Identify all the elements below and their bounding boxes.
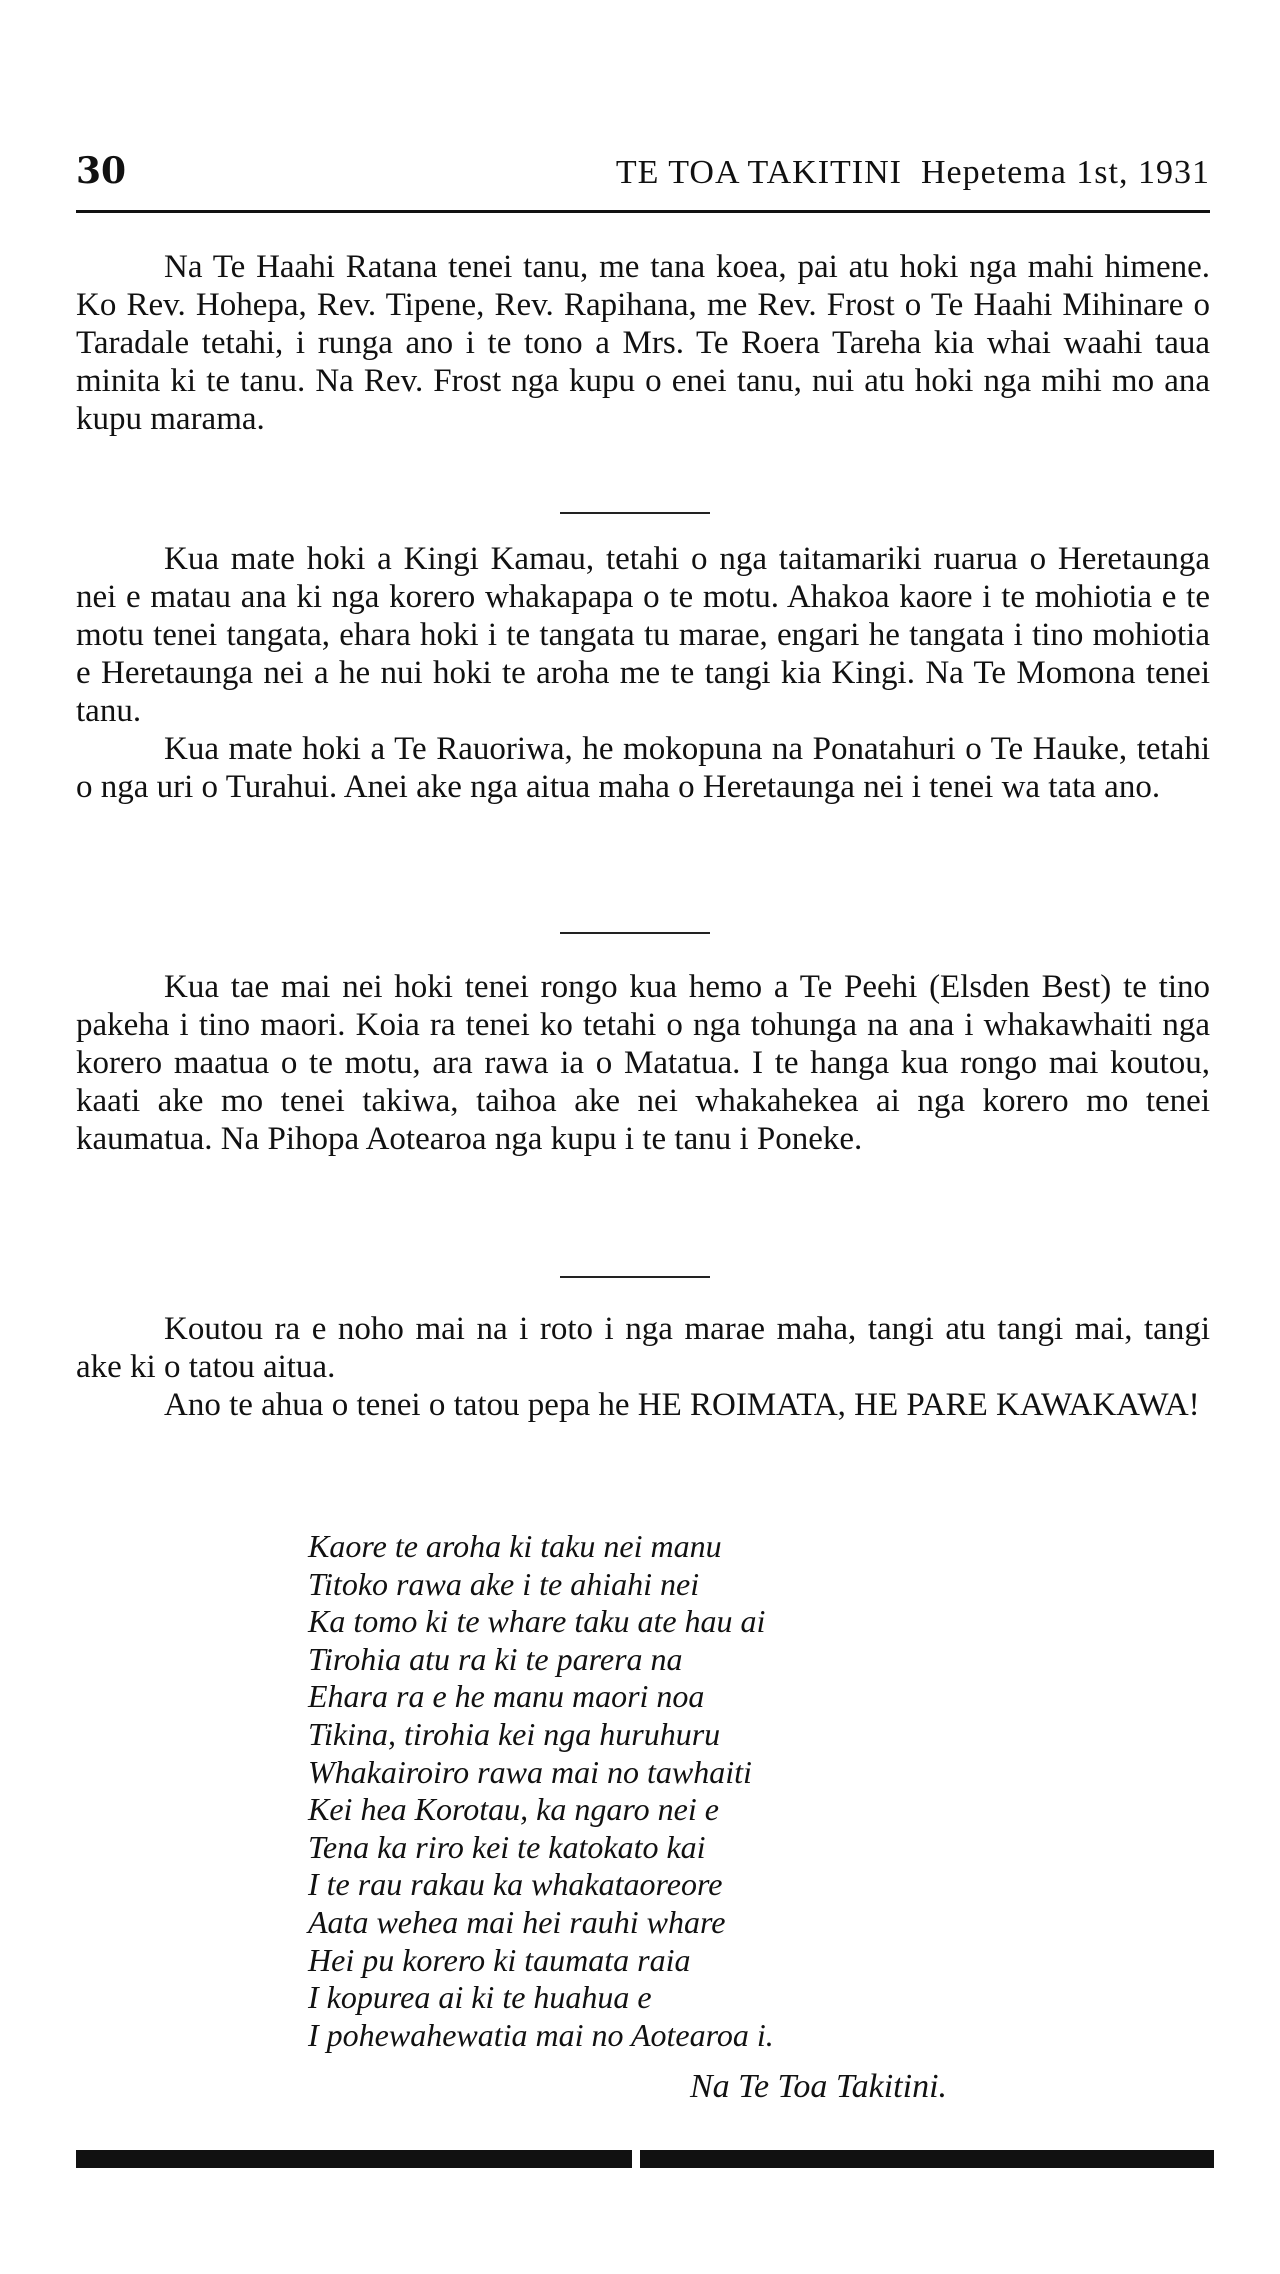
footer-rule: [76, 2150, 632, 2168]
section-ratana-funeral: [76, 248, 1210, 438]
section-lament-intro: [76, 1310, 1210, 1424]
paragraph: Koutou ra e noho mai na i roto i nga marae maha, tangi atu tangi mai, tangi ake ki o tatou aitua.: [76, 1311, 1210, 1385]
section-divider: [560, 1276, 710, 1278]
poem-line: I pohewahewatia mai no Aotearoa i.: [308, 2016, 774, 2053]
paragraph: Kua tae mai nei hoki tenei rongo kua hemo a Te Peehi (Elsden Best) te tino pakeha i tino maori. Koia ra tenei ko tetahi o nga tohunga na ana i whakawhaiti nga korero maatua o te motu, ara rawa ia o Matatua. I te hanga kua rongo mai koutou, kaati ake mo tenei takiwa, taihoa ake nei whakahekea ai nga korero mo tenei kaumatua. Na Pihopa Aotearoa nga kupu i te tanu i Poneke.: [76, 969, 1210, 1157]
paragraph: Na Te Haahi Ratana tenei tanu, me tana koea, pai atu hoki nga mahi himene. Ko Rev. Hohepa, Rev. Tipene, Rev. Rapihana, me Rev. Frost o Te Haahi Mihinare o Taradale tetahi, i runga ano i te tono a Mrs. Te Roera Tareha kia whai waahi taua minita ki te tanu. Na Rev. Frost nga kupu o enei tanu, nui atu hoki nga mihi mo ana kupu marama.: [76, 249, 1210, 437]
page-header: [76, 150, 1210, 213]
poem-line: Tena ka riro kei te katokato kai: [308, 1828, 706, 1865]
poem-line: Kaore te aroha ki taku nei manu: [308, 1528, 722, 1564]
poem-line: Kei hea Korotau, ka ngaro nei e: [308, 1791, 719, 1828]
section-divider: [560, 932, 710, 934]
poem-signature: Na Te Toa Takitini.: [690, 2068, 948, 2105]
section-elsdon-best: [76, 968, 1210, 1158]
poem-line: Titoko rawa ake i te ahiahi nei: [308, 1565, 700, 1602]
poem-line: Tirohia atu ra ki te parera na: [308, 1640, 683, 1677]
paragraph: Kua mate hoki a Te Rauoriwa, he mokopuna na Ponatahuri o Te Hauke, tetahi o nga uri o Turahui. Anei ake nga aitua maha o Heretaunga nei i tenei wa tata ano.: [76, 731, 1210, 805]
page-number: 30: [76, 150, 127, 192]
poem-line: Hei pu korero ki taumata raia: [308, 1941, 691, 1978]
poem-line: Ka tomo ki te whare taku ate hau ai: [308, 1603, 766, 1640]
poem-line: Ehara ra e he manu maori noa: [308, 1678, 705, 1715]
section-divider: [560, 512, 710, 514]
running-title: [616, 154, 1210, 192]
poem: [308, 1528, 774, 2054]
poem-line: Aata wehea mai hei rauhi whare: [308, 1903, 726, 1940]
publication-name: TE TOA TAKITINI: [615, 154, 902, 191]
poem-line: I kopurea ai ki te huahua e: [308, 1979, 652, 2016]
paragraph: Kua mate hoki a Kingi Kamau, tetahi o nga taitamariki ruarua o Heretaunga nei e matau ana ki nga korero whakapapa o te motu. Ahakoa kaore i te mohiotia e te motu tenei tangata, ehara hoki i te tangata tu marae, engari he tangata i tino mohiotia e Heretaunga nei a he nui hoki te aroha me te tangi kia Kingi. Na Te Momona tenei tanu.: [76, 541, 1210, 729]
paragraph: Ano te ahua o tenei o tatou pepa he HE ROIMATA, HE PARE KAWAKAWA!: [164, 1387, 1200, 1423]
issue-date: Hepetema 1st, 1931: [921, 154, 1210, 191]
poem-line: Tikina, tirohia kei nga huruhuru: [308, 1715, 721, 1752]
section-kingi-kamau: [76, 540, 1210, 806]
poem-line: Whakairoiro rawa mai no tawhaiti: [308, 1753, 752, 1790]
poem-line: I te rau rakau ka whakataoreore: [308, 1866, 723, 1903]
footer-rule: [640, 2150, 1214, 2168]
